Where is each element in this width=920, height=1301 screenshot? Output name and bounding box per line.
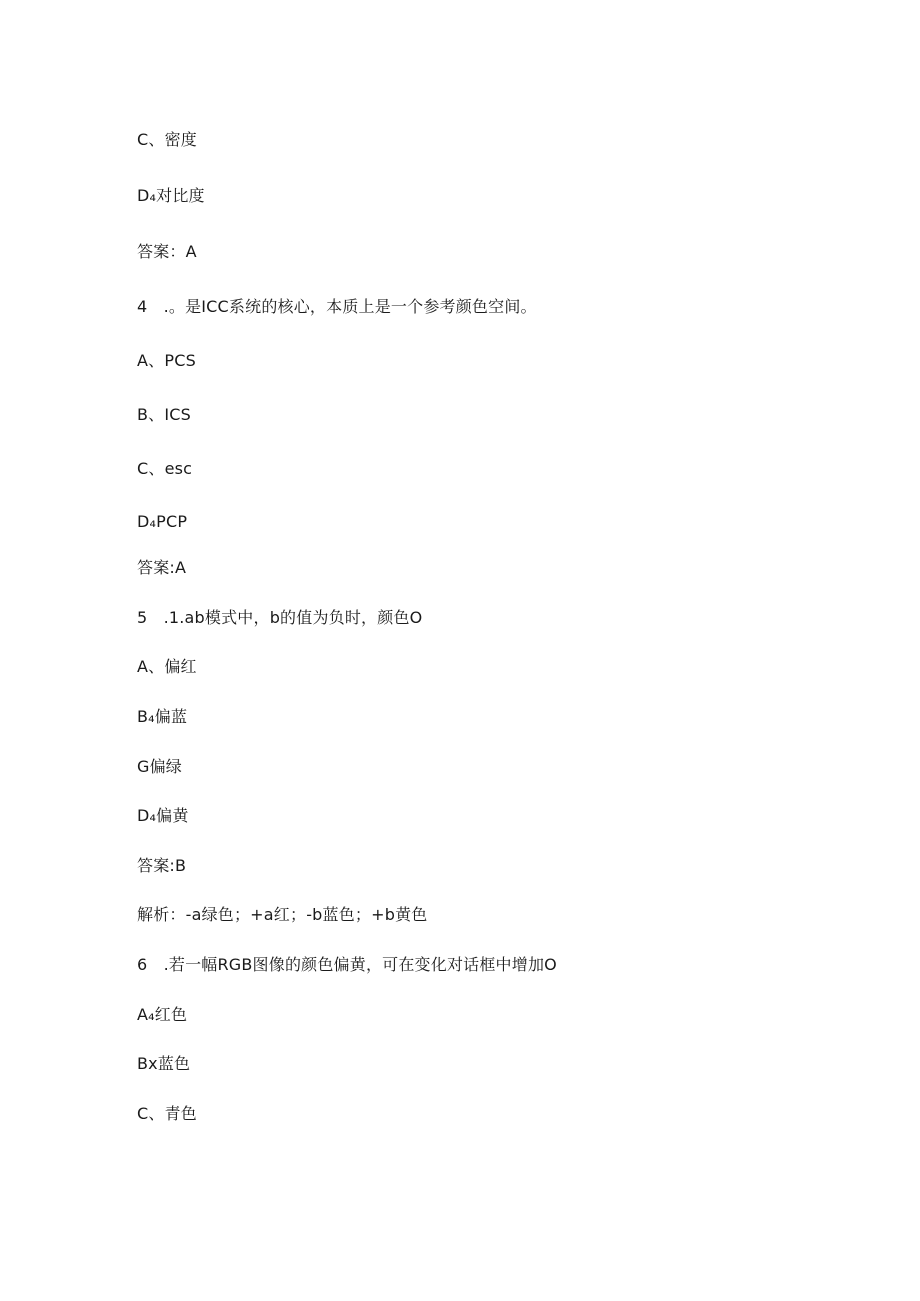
- q6-option-a: A₄红色: [137, 1005, 188, 1024]
- q4-option-a: A、PCS: [137, 351, 196, 370]
- option-c-density: C、密度: [137, 130, 197, 149]
- q5-option-b: B₄偏蓝: [137, 707, 188, 726]
- q4-option-d: D₄PCP: [137, 512, 188, 531]
- q4-option-c: C、esc: [137, 459, 193, 478]
- explanation-5: 解析：-a绿色；+a红；-b蓝色；+b黄色: [137, 905, 428, 924]
- q6-option-b: Bx蓝色: [137, 1054, 191, 1073]
- answer-4: 答案:A: [137, 558, 187, 577]
- question-4: 4 .。是ICC系统的核心，本质上是一个参考颜色空间。: [137, 297, 537, 316]
- q5-option-c: G偏绿: [137, 757, 182, 776]
- q5-option-d: D₄偏黄: [137, 806, 189, 825]
- question-6: 6 .若一幅RGB图像的颜色偏黄，可在变化对话框中增加O: [137, 955, 557, 974]
- q5-option-a: A、偏红: [137, 657, 197, 676]
- q6-option-c: C、青色: [137, 1104, 197, 1123]
- answer-5: 答案:B: [137, 856, 187, 875]
- option-d-contrast: D₄对比度: [137, 186, 205, 205]
- question-5: 5 .1.ab模式中，b的值为负时，颜色O: [137, 608, 423, 627]
- answer-3: 答案：A: [137, 242, 197, 261]
- q4-option-b: B、ICS: [137, 405, 192, 424]
